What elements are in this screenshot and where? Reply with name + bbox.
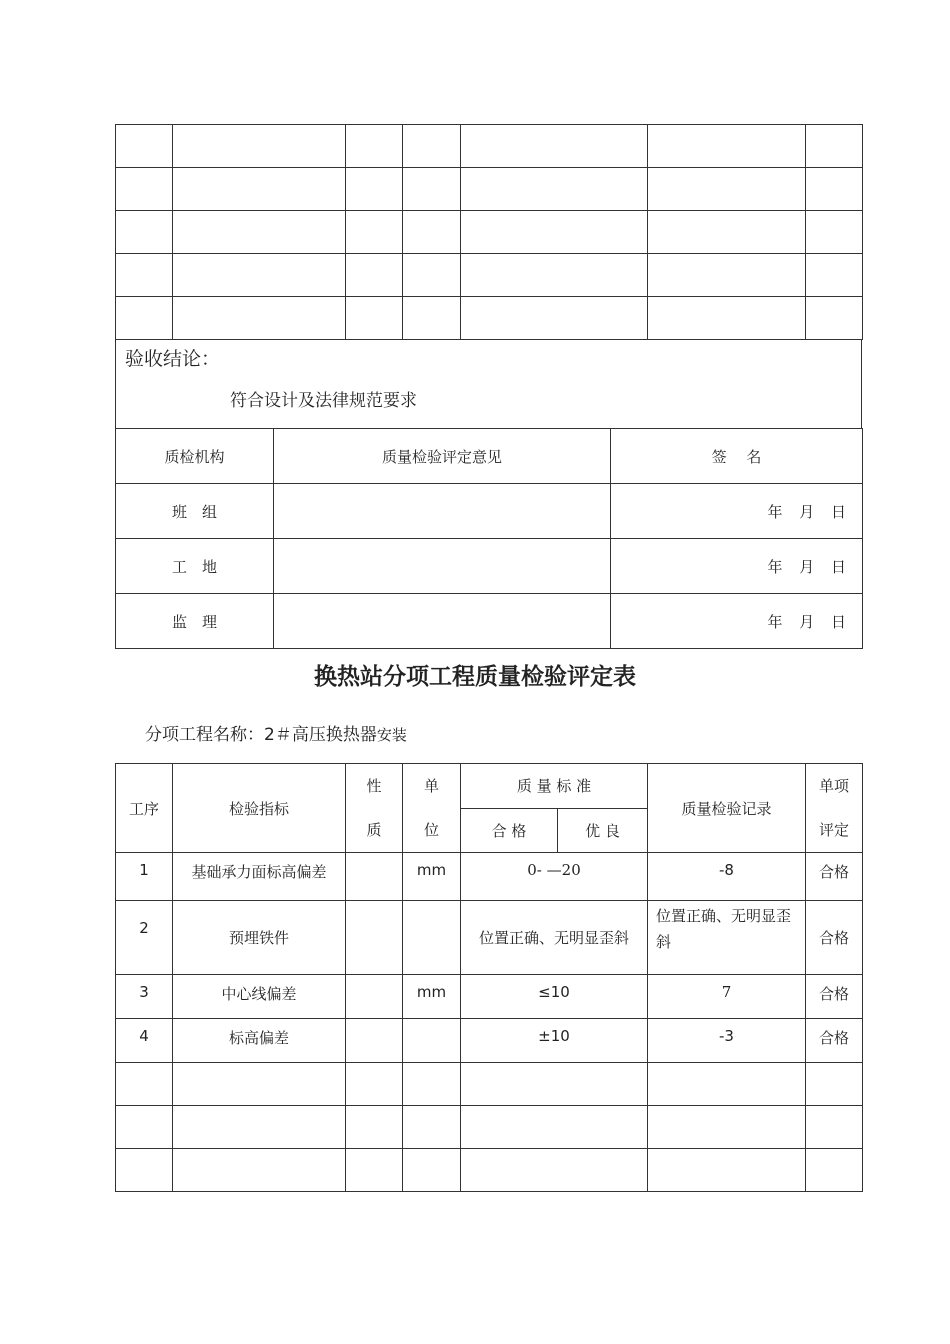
header-unit-1: 单 xyxy=(423,777,439,795)
header-nature-2: 质 xyxy=(366,821,382,839)
opinion-cell xyxy=(274,594,611,649)
acceptance-conclusion-box xyxy=(115,340,862,429)
indicator-cell: 基础承力面标高偏差 xyxy=(173,853,346,901)
signature-header-row xyxy=(116,429,863,484)
nature-cell xyxy=(346,1019,403,1063)
table-row xyxy=(116,297,863,340)
form-title: 换热站分项工程质量检验评定表 xyxy=(314,663,636,690)
header-eval-1: 单项 xyxy=(818,777,849,795)
record-cell: -3 xyxy=(648,1019,806,1063)
header-sign: 签 名 xyxy=(611,429,863,484)
table-row xyxy=(116,594,863,649)
unit-cell xyxy=(403,1019,461,1063)
opinion-cell xyxy=(274,484,611,539)
conclusion-label: 验收结论： xyxy=(125,348,221,370)
blank-rows-table-top xyxy=(115,124,863,340)
header-indicator: 检验指标 xyxy=(173,764,346,853)
eval-cell: 合格 xyxy=(806,975,863,1019)
indicator-cell: 预埋铁件 xyxy=(173,901,346,975)
org-cell: 监 理 xyxy=(116,594,274,649)
header-unit xyxy=(403,764,461,853)
header-eval xyxy=(806,764,863,853)
eval-cell: 合格 xyxy=(806,1019,863,1063)
seq-cell: 3 xyxy=(116,975,173,1019)
seq-cell: 4 xyxy=(116,1019,173,1063)
item-name-suffix: 安装 xyxy=(376,726,407,744)
header-row-1 xyxy=(116,764,863,809)
table-row xyxy=(116,901,863,975)
standard-cell: ±10 xyxy=(461,1019,648,1063)
record-cell: 位置正确、无明显歪斜 xyxy=(648,901,806,975)
inspection-table xyxy=(115,763,863,1192)
standard-cell: 位置正确、无明显歪斜 xyxy=(461,901,648,975)
record-cell: -8 xyxy=(648,853,806,901)
header-nature-1: 性 xyxy=(366,777,382,795)
record-cell: 7 xyxy=(648,975,806,1019)
table-row xyxy=(116,168,863,211)
table-row xyxy=(116,853,863,901)
eval-cell: 合格 xyxy=(806,853,863,901)
standard-cell: ≤10 xyxy=(461,975,648,1019)
header-eval-2: 评定 xyxy=(818,821,849,839)
item-name-label: 分项工程名称： xyxy=(145,725,264,745)
unit-cell xyxy=(403,901,461,975)
standard-cell: 0- —20 xyxy=(461,853,648,901)
table-row xyxy=(116,1149,863,1192)
header-org: 质检机构 xyxy=(116,429,274,484)
date-cell: 年 月 日 xyxy=(611,594,863,649)
eval-cell: 合格 xyxy=(806,901,863,975)
item-name-line xyxy=(145,720,407,745)
seq-cell: 1 xyxy=(116,853,173,901)
table-row xyxy=(116,1019,863,1063)
header-excellent: 优 良 xyxy=(558,808,648,853)
table-row xyxy=(116,484,863,539)
indicator-cell: 标高偏差 xyxy=(173,1019,346,1063)
header-seq: 工序 xyxy=(116,764,173,853)
table-row xyxy=(116,539,863,594)
conclusion-text: 符合设计及法律规范要求 xyxy=(230,391,417,411)
unit-cell: mm xyxy=(403,853,461,901)
table-row xyxy=(116,1106,863,1149)
opinion-cell xyxy=(274,539,611,594)
table-row xyxy=(116,254,863,297)
header-pass: 合 格 xyxy=(461,808,558,853)
table-row xyxy=(116,211,863,254)
header-opinion: 质量检验评定意见 xyxy=(274,429,611,484)
nature-cell xyxy=(346,901,403,975)
nature-cell xyxy=(346,975,403,1019)
table-row xyxy=(116,125,863,168)
indicator-cell: 中心线偏差 xyxy=(173,975,346,1019)
seq-cell: 2 xyxy=(116,901,173,975)
header-unit-2: 位 xyxy=(423,821,439,839)
header-nature xyxy=(346,764,403,853)
table-row xyxy=(116,1063,863,1106)
date-cell: 年 月 日 xyxy=(611,484,863,539)
header-record: 质量检验记录 xyxy=(648,764,806,853)
item-name-value: 2＃高压换热器 xyxy=(264,725,377,745)
header-standard: 质 量 标 准 xyxy=(461,764,648,809)
org-cell: 班 组 xyxy=(116,484,274,539)
org-cell: 工 地 xyxy=(116,539,274,594)
table-row xyxy=(116,975,863,1019)
signature-table xyxy=(115,428,863,649)
date-cell: 年 月 日 xyxy=(611,539,863,594)
unit-cell: mm xyxy=(403,975,461,1019)
nature-cell xyxy=(346,853,403,901)
